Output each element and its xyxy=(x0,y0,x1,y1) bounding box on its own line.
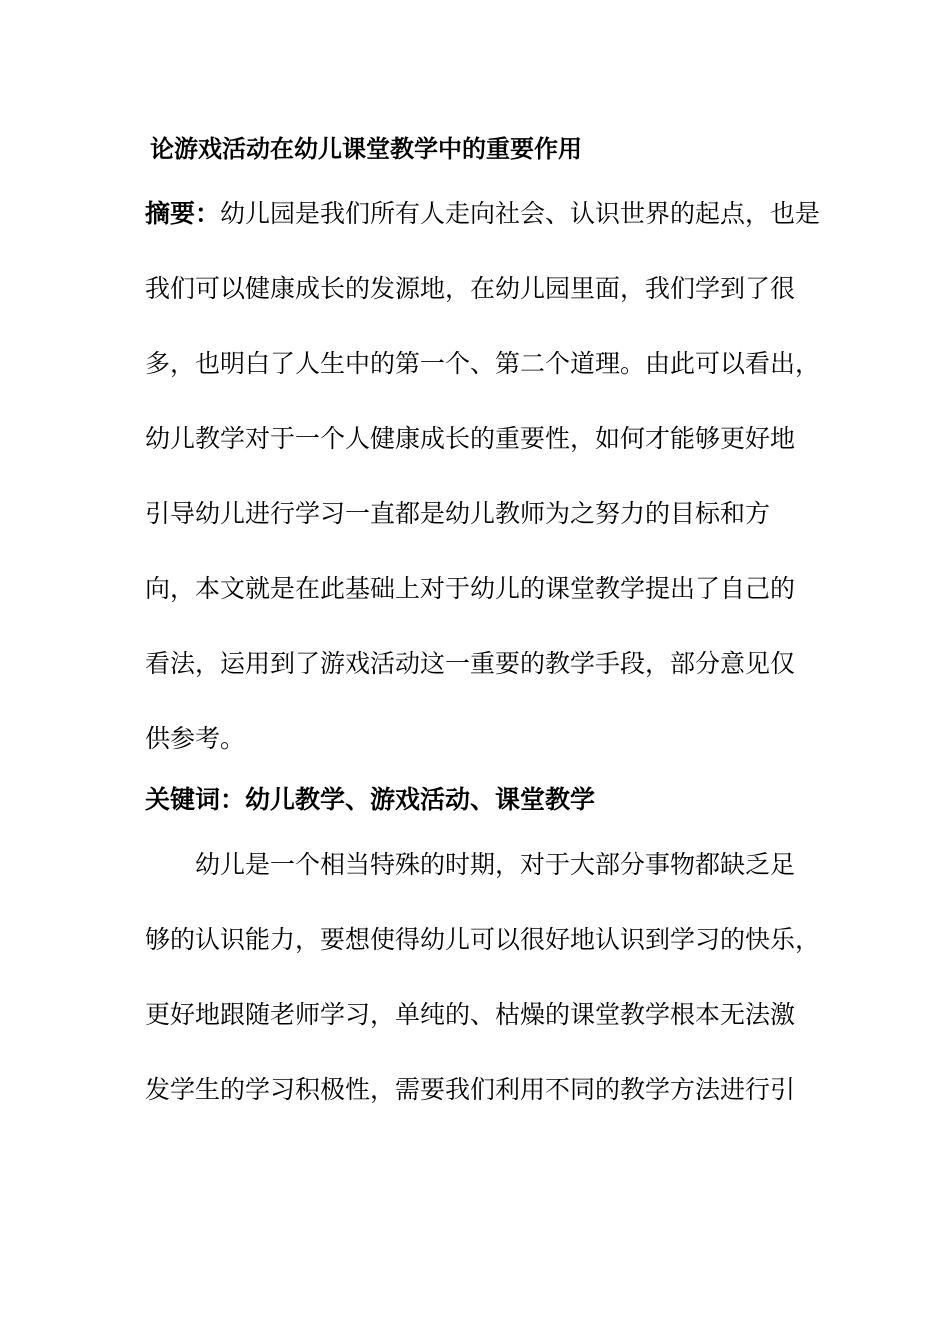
abstract-line-2: 我们可以健康成长的发源地，在幼儿园里面，我们学到了很 xyxy=(145,274,796,303)
abstract-line-8: 供参考。 xyxy=(145,724,246,753)
body-line-1: 幼儿是一个相当特殊的时期，对于大部分事物都缺乏足 xyxy=(145,850,796,879)
abstract-label: 摘要： xyxy=(145,199,221,228)
keywords-label: 关键词： xyxy=(145,785,246,814)
abstract-line-5: 引导幼儿进行学习一直都是幼儿教师为之努力的目标和方 xyxy=(145,499,771,528)
abstract-line-3: 多，也明白了人生中的第一个、第二个道理。由此可以看出， xyxy=(145,349,821,378)
body-line-4: 发学生的学习积极性，需要我们利用不同的教学方法进行引 xyxy=(145,1075,796,1104)
document-title: 论游戏活动在幼儿课堂教学中的重要作用 xyxy=(150,134,582,163)
keywords-text: 幼儿教学、游戏活动、课堂教学 xyxy=(245,785,596,814)
abstract-line-1 xyxy=(145,196,820,232)
abstract-line-6: 向，本文就是在此基础上对于幼儿的课堂教学提出了自己的 xyxy=(145,574,796,603)
abstract-text: 幼儿园是我们所有人走向社会、认识世界的起点，也是 xyxy=(220,199,821,228)
body-line-3: 更好地跟随老师学习，单纯的、枯燥的课堂教学根本无法激 xyxy=(145,1000,796,1029)
body-line-2: 够的认识能力，要想使得幼儿可以很好地认识到学习的快乐， xyxy=(145,925,821,954)
abstract-line-7: 看法，运用到了游戏活动这一重要的教学手段，部分意见仅 xyxy=(145,649,796,678)
keywords-line xyxy=(145,782,595,818)
abstract-line-4: 幼儿教学对于一个人健康成长的重要性，如何才能够更好地 xyxy=(145,424,796,453)
